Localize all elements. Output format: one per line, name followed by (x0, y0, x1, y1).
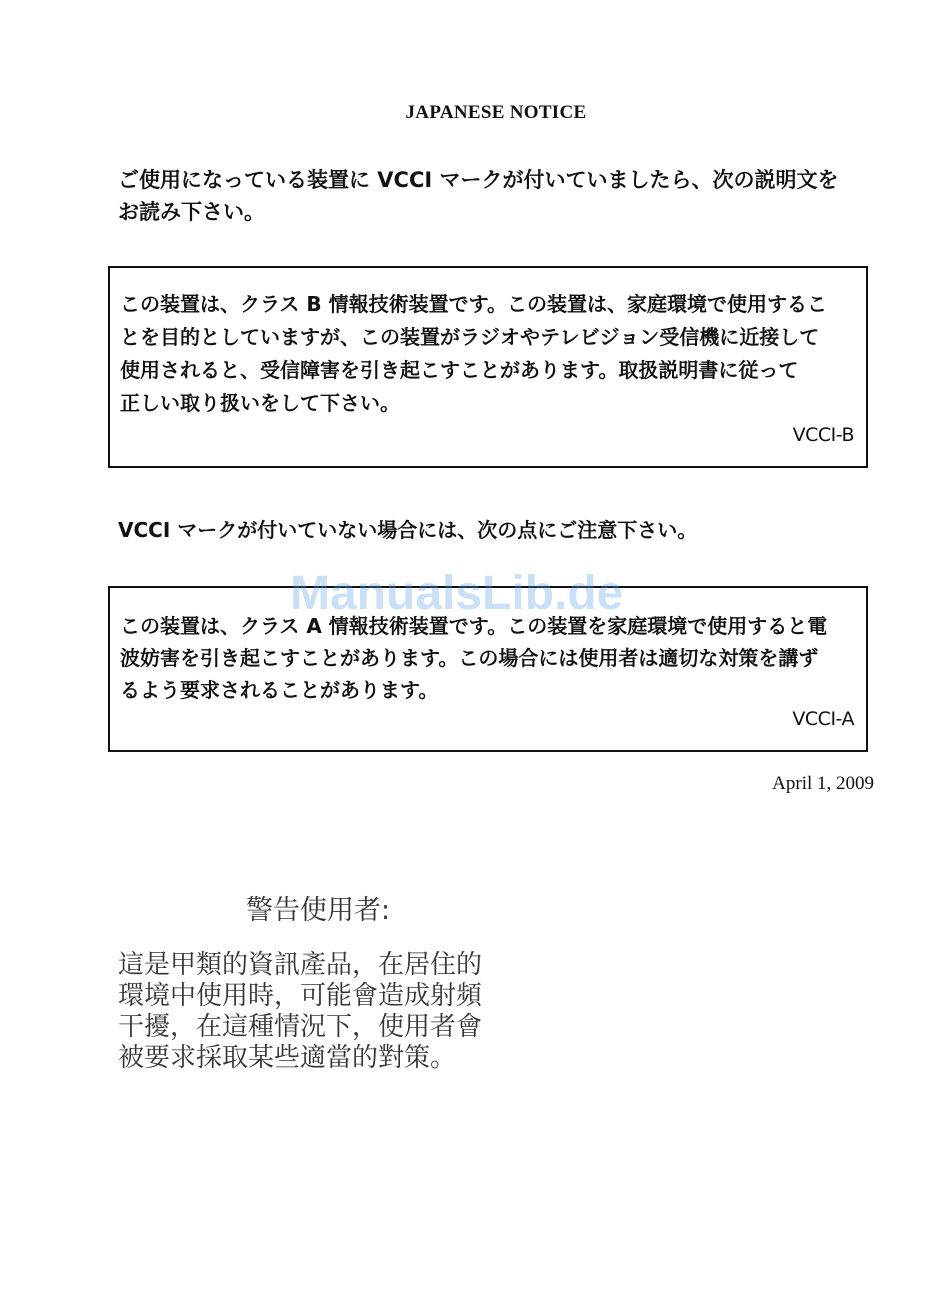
class-a-notice-line: 波妨害を引き起こすことがあります。この場合には使用者は適切な対策を講ず (120, 646, 819, 670)
chinese-notice-line: 干擾，在這種情況下，使用者會 (118, 1012, 483, 1042)
class-a-notice-text (120, 610, 827, 706)
class-b-notice-line: 正しい取り扱いをして下さい。 (120, 391, 400, 415)
class-b-code: VCCI-B (792, 424, 854, 446)
class-a-notice-line: この装置は、クラス A 情報技術装置です。この装置を家庭環境で使用すると電 (120, 614, 828, 638)
page-title: JAPANESE NOTICE (405, 102, 587, 123)
document-date: April 1, 2009 (772, 773, 874, 794)
chinese-notice-line: 這是甲類的資訊產品，在居住的 (118, 950, 483, 980)
class-b-notice-text (120, 288, 827, 420)
chinese-notice-line: 被要求採取某些適當的對策。 (118, 1043, 457, 1073)
intro-line: お読み下さい。 (118, 200, 265, 224)
intro-paragraph (118, 164, 858, 228)
class-b-notice-line: とを目的としていますが、この装置がラジオやテレビジョン受信機に近接して (120, 325, 820, 349)
chinese-notice-body (118, 950, 482, 1074)
class-a-code: VCCI-A (792, 708, 854, 730)
watermark: ManualsLib.de (290, 567, 624, 620)
class-b-notice-box (108, 266, 868, 468)
chinese-notice-heading: 警告使用者: (246, 895, 391, 926)
class-b-notice-line: この装置は、クラス B 情報技術装置です。この装置は、家庭環境で使用するこ (120, 292, 827, 316)
class-b-notice-line: 使用されると、受信障害を引き起こすことがあります。取扱説明書に従って (120, 358, 799, 382)
intro-line: ご使用になっている装置に VCCI マークが付いていましたら、次の説明文を (118, 168, 839, 192)
chinese-notice-line: 環境中使用時，可能會造成射頻 (118, 981, 483, 1011)
class-a-notice-line: るよう要求されることがあります。 (120, 678, 439, 702)
no-mark-note: VCCI マークが付いていない場合には、次の点にご注意下さい。 (118, 518, 698, 542)
